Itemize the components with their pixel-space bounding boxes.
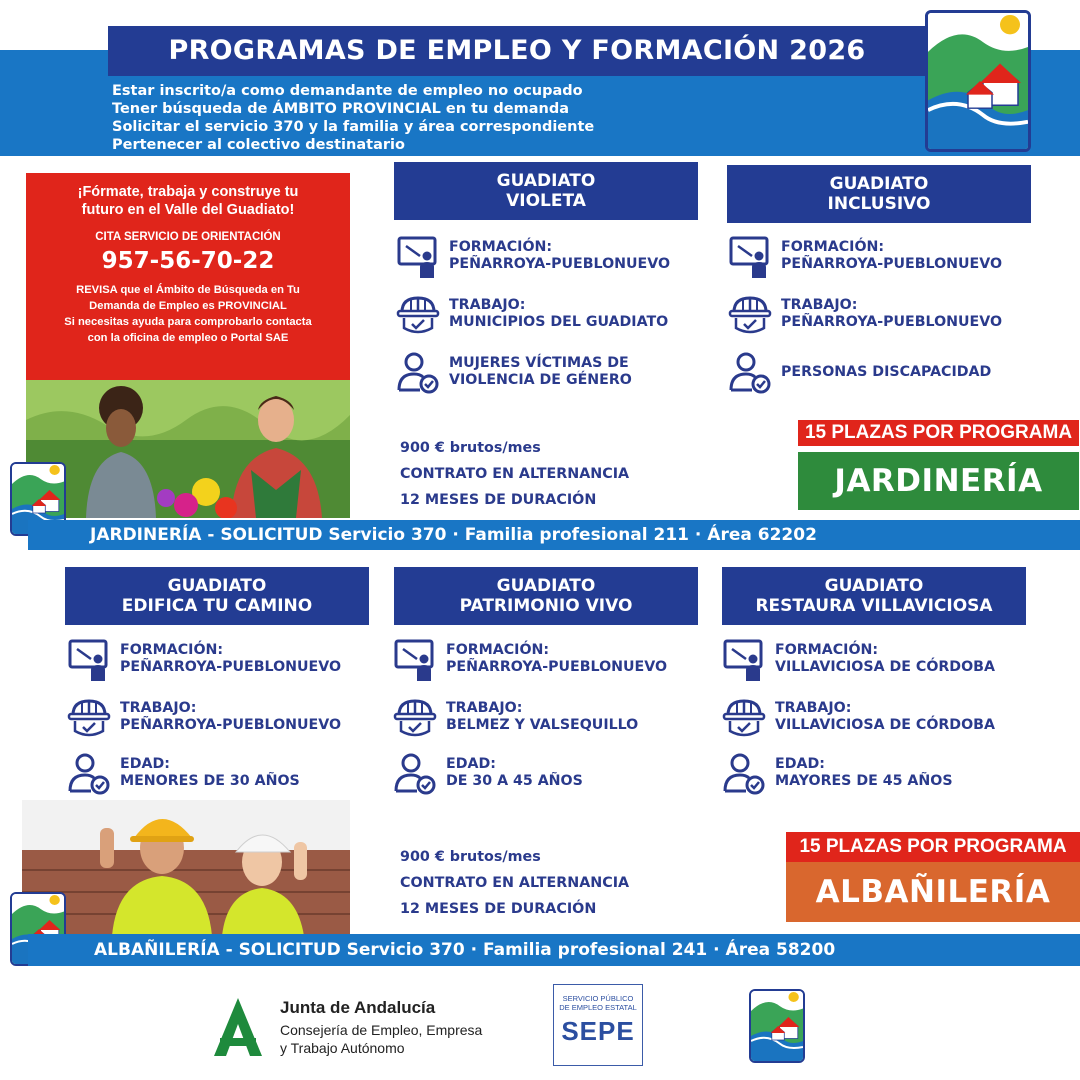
item-label: FORMACIÓN: xyxy=(775,642,879,658)
gardeners-photo xyxy=(26,380,350,518)
condition-item: CONTRATO EN ALTERNANCIA xyxy=(400,875,630,891)
plazas-badge: 15 PLAZAS POR PROGRAMA xyxy=(786,832,1080,862)
item-value: MENORES DE 30 AÑOS xyxy=(120,773,300,789)
junta-name: Junta de Andalucía xyxy=(280,998,436,1017)
formacion-item xyxy=(728,234,1002,278)
program-header-edifica xyxy=(65,567,369,625)
conditions-jardineria xyxy=(400,435,629,513)
item-label: EDAD: xyxy=(446,756,496,772)
user-check-icon xyxy=(67,751,111,795)
builders-photo xyxy=(22,800,350,936)
item-value: PEÑARROYA-PUEBLONUEVO xyxy=(120,717,342,733)
program-details-edifica xyxy=(67,637,341,795)
item-label: EDAD: xyxy=(775,756,825,772)
sepe-line: SERVICIO PÚBLICO xyxy=(562,994,634,1003)
condition-item: 900 € brutos/mes xyxy=(400,849,541,865)
user-check-icon xyxy=(722,751,766,795)
program-header-restaura xyxy=(722,567,1026,625)
colectivo-item xyxy=(728,350,1002,394)
junta-sub: Consejería de Empleo, Empresa xyxy=(280,1022,483,1038)
program-title-line: RESTAURA VILLAVICIOSA xyxy=(755,596,993,616)
program-title-line: GUADIATO xyxy=(167,576,267,596)
hardhat-worker-icon xyxy=(722,695,766,739)
promo-note-line: Demanda de Empleo es PROVINCIAL xyxy=(89,300,287,312)
conditions-albanileria xyxy=(400,844,629,922)
junta-text xyxy=(280,998,482,1057)
condition-item: 12 MESES DE DURACIÓN xyxy=(400,492,597,508)
promo-phone[interactable]: 957-56-70-22 xyxy=(101,248,275,274)
user-check-icon xyxy=(728,350,772,394)
program-details-restaura xyxy=(722,637,995,795)
requirements-list xyxy=(112,82,594,154)
program-title-line: GUADIATO xyxy=(496,171,596,191)
promo-line: futuro en el Valle del Guadiato! xyxy=(81,202,295,218)
user-check-icon xyxy=(396,350,440,394)
program-title-line: VIOLETA xyxy=(506,191,586,211)
training-board-icon xyxy=(722,637,766,681)
training-board-icon xyxy=(396,234,440,278)
program-details-violeta xyxy=(396,234,670,394)
item-value: DE 30 A 45 AÑOS xyxy=(446,773,583,789)
item-value: PEÑARROYA-PUEBLONUEVO xyxy=(781,314,1003,330)
promo-note-line: con la oficina de empleo o Portal SAE xyxy=(87,332,289,344)
formacion-item xyxy=(393,637,667,681)
item-value: PEÑARROYA-PUEBLONUEVO xyxy=(120,659,342,675)
page-title: PROGRAMAS DE EMPLEO Y FORMACIÓN 2026 xyxy=(108,26,926,76)
program-header-patrimonio xyxy=(394,567,698,625)
hardhat-worker-icon xyxy=(396,292,440,336)
item-label: TRABAJO: xyxy=(449,297,526,313)
program-title-line: EDIFICA TU CAMINO xyxy=(121,596,313,616)
item-value: MUNICIPIOS DEL GUADIATO xyxy=(449,314,669,330)
training-board-icon xyxy=(67,637,111,681)
trabajo-item xyxy=(722,695,995,739)
sepe-line: DE EMPLEO ESTATAL xyxy=(559,1003,637,1012)
program-details-inclusivo xyxy=(728,234,1002,394)
plazas-badge: 15 PLAZAS POR PROGRAMA xyxy=(798,420,1079,446)
user-check-icon xyxy=(393,751,437,795)
sepe-logo xyxy=(553,984,643,1066)
formacion-item xyxy=(396,234,670,278)
condition-item: 12 MESES DE DURACIÓN xyxy=(400,901,597,917)
program-header-inclusivo xyxy=(727,165,1031,223)
hardhat-worker-icon xyxy=(393,695,437,739)
item-label: TRABAJO: xyxy=(781,297,858,313)
program-header-violeta xyxy=(394,162,698,220)
item-value: BELMEZ Y VALSEQUILLO xyxy=(446,717,639,733)
promo-headline xyxy=(26,183,350,219)
condition-item: CONTRATO EN ALTERNANCIA xyxy=(400,466,630,482)
promo-card xyxy=(26,173,350,380)
item-label: FORMACIÓN: xyxy=(120,642,224,658)
item-label: EDAD: xyxy=(120,756,170,772)
training-board-icon xyxy=(393,637,437,681)
promo-note xyxy=(26,282,350,346)
trabajo-item xyxy=(393,695,667,739)
formacion-item xyxy=(67,637,341,681)
solicitud-band-albanileria: ALBAÑILERÍA - SOLICITUD Servicio 370 · Familia profesional 241 · Área 58200 xyxy=(28,934,1080,966)
program-details-patrimonio xyxy=(393,637,667,795)
requirement-item: Estar inscrito/a como demandante de empleo no ocupado xyxy=(112,83,583,99)
requirement-item: Tener búsqueda de ÁMBITO PROVINCIAL en tu demanda xyxy=(112,101,569,117)
formacion-item xyxy=(722,637,995,681)
item-value: VIOLENCIA DE GÉNERO xyxy=(449,372,632,388)
item-label: FORMACIÓN: xyxy=(449,239,553,255)
item-value: PEÑARROYA-PUEBLONUEVO xyxy=(446,659,668,675)
item-label: TRABAJO: xyxy=(120,700,197,716)
hardhat-worker-icon xyxy=(67,695,111,739)
item-label: FORMACIÓN: xyxy=(446,642,550,658)
trabajo-item xyxy=(728,292,1002,336)
item-value: PEÑARROYA-PUEBLONUEVO xyxy=(781,256,1003,272)
program-title-line: GUADIATO xyxy=(829,174,929,194)
item-label: FORMACIÓN: xyxy=(781,239,885,255)
promo-line: ¡Fórmate, trabaja y construye tu xyxy=(77,184,299,200)
program-title-line: GUADIATO xyxy=(824,576,924,596)
item-value: MAYORES DE 45 AÑOS xyxy=(775,773,953,789)
junta-andalucia-logo-icon xyxy=(206,996,270,1060)
specialty-badge-albanileria: ALBAÑILERÍA xyxy=(786,862,1080,922)
program-title-line: PATRIMONIO VIVO xyxy=(459,596,633,616)
requirement-item: Solicitar el servicio 370 y la familia y área correspondiente xyxy=(112,119,595,135)
promo-cita: CITA SERVICIO DE ORIENTACIÓN xyxy=(95,231,281,243)
promo-note-line: Si necesitas ayuda para comprobarlo contacta xyxy=(64,316,312,328)
edad-item xyxy=(722,751,995,795)
requirement-item: Pertenecer al colectivo destinatario xyxy=(112,137,405,153)
condition-item: 900 € brutos/mes xyxy=(400,440,541,456)
item-value: PEÑARROYA-PUEBLONUEVO xyxy=(449,256,671,272)
trabajo-item xyxy=(396,292,670,336)
program-title-line: GUADIATO xyxy=(496,576,596,596)
training-board-icon xyxy=(728,234,772,278)
junta-sub: y Trabajo Autónomo xyxy=(280,1040,405,1056)
guadiato-logo-icon xyxy=(925,10,1031,152)
trabajo-item xyxy=(67,695,341,739)
item-value: VILLAVICIOSA DE CÓRDOBA xyxy=(775,717,995,733)
edad-item xyxy=(393,751,667,795)
colectivo-item xyxy=(396,350,670,394)
solicitud-band-jardineria: JARDINERÍA - SOLICITUD Servicio 370 · Familia profesional 211 · Área 62202 xyxy=(28,520,1080,550)
guadiato-logo-icon xyxy=(749,989,805,1063)
specialty-badge-jardineria: JARDINERÍA xyxy=(798,452,1079,510)
item-label: TRABAJO: xyxy=(446,700,523,716)
hardhat-worker-icon xyxy=(728,292,772,336)
item-value: MUJERES VÍCTIMAS DE xyxy=(449,355,629,371)
item-value: PERSONAS DISCAPACIDAD xyxy=(781,363,992,380)
sepe-name: SEPE xyxy=(561,1016,635,1046)
edad-item xyxy=(67,751,341,795)
promo-note-line: REVISA que el Ámbito de Búsqueda en Tu xyxy=(76,284,300,296)
program-title-line: INCLUSIVO xyxy=(827,194,931,214)
item-label: TRABAJO: xyxy=(775,700,852,716)
item-value: VILLAVICIOSA DE CÓRDOBA xyxy=(775,659,995,675)
